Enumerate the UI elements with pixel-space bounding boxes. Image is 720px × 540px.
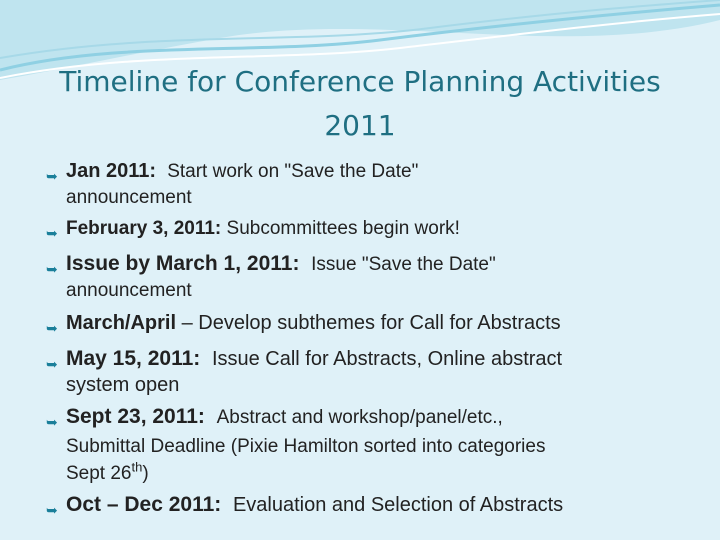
arrow-bullet-icon: ➥ <box>46 502 58 518</box>
item-continuation: announcement <box>66 280 192 301</box>
item-text: Issue Call for Abstracts, Online abstract <box>211 348 563 370</box>
continuation-tail: ) <box>142 463 149 484</box>
item-lead: Jan 2011: <box>66 160 157 182</box>
arrow-bullet-icon: ➥ <box>46 414 58 430</box>
item-lead: Oct – Dec 2011: <box>66 493 222 516</box>
list-item <box>46 250 716 303</box>
item-lead: March/April <box>66 312 177 334</box>
slide-title <box>40 60 680 148</box>
item-continuation: Submittal Deadline (Pixie Hamilton sorted into categories <box>66 436 546 457</box>
item-continuation: announcement <box>66 187 192 208</box>
arrow-bullet-icon: ➥ <box>46 261 58 277</box>
item-text: – Develop subthemes for Call for Abstracts <box>181 312 561 334</box>
title-line-1: Timeline for Conference Planning Activities <box>59 65 661 98</box>
list-item <box>46 345 716 397</box>
item-lead: May 15, 2011: <box>66 347 201 370</box>
item-text: Abstract and workshop/panel/etc., <box>216 407 503 428</box>
item-text: Subcommittees begin work! <box>226 218 460 239</box>
item-continuation-2 <box>66 461 716 487</box>
title-line-2: 2011 <box>324 109 396 142</box>
item-lead: February 3, 2011: <box>66 218 222 239</box>
continuation-text: Sept 26 <box>66 463 132 484</box>
list-item <box>46 309 716 337</box>
item-text: Start work on "Save the Date" <box>167 161 419 182</box>
arrow-bullet-icon: ➥ <box>46 356 58 372</box>
list-item <box>46 491 716 519</box>
ordinal-superscript: th <box>131 459 143 475</box>
item-continuation: system open <box>66 374 180 396</box>
timeline-list <box>46 157 716 519</box>
list-item <box>46 403 716 487</box>
item-text: Issue "Save the Date" <box>311 254 496 275</box>
item-text: Evaluation and Selection of Abstracts <box>232 494 564 516</box>
arrow-bullet-icon: ➥ <box>46 320 58 336</box>
arrow-bullet-icon: ➥ <box>46 225 58 241</box>
item-lead: Sept 23, 2011: <box>66 405 205 428</box>
arrow-bullet-icon: ➥ <box>46 168 58 184</box>
list-item <box>46 216 716 242</box>
list-item <box>46 157 716 210</box>
item-lead: Issue by March 1, 2011: <box>66 252 300 275</box>
